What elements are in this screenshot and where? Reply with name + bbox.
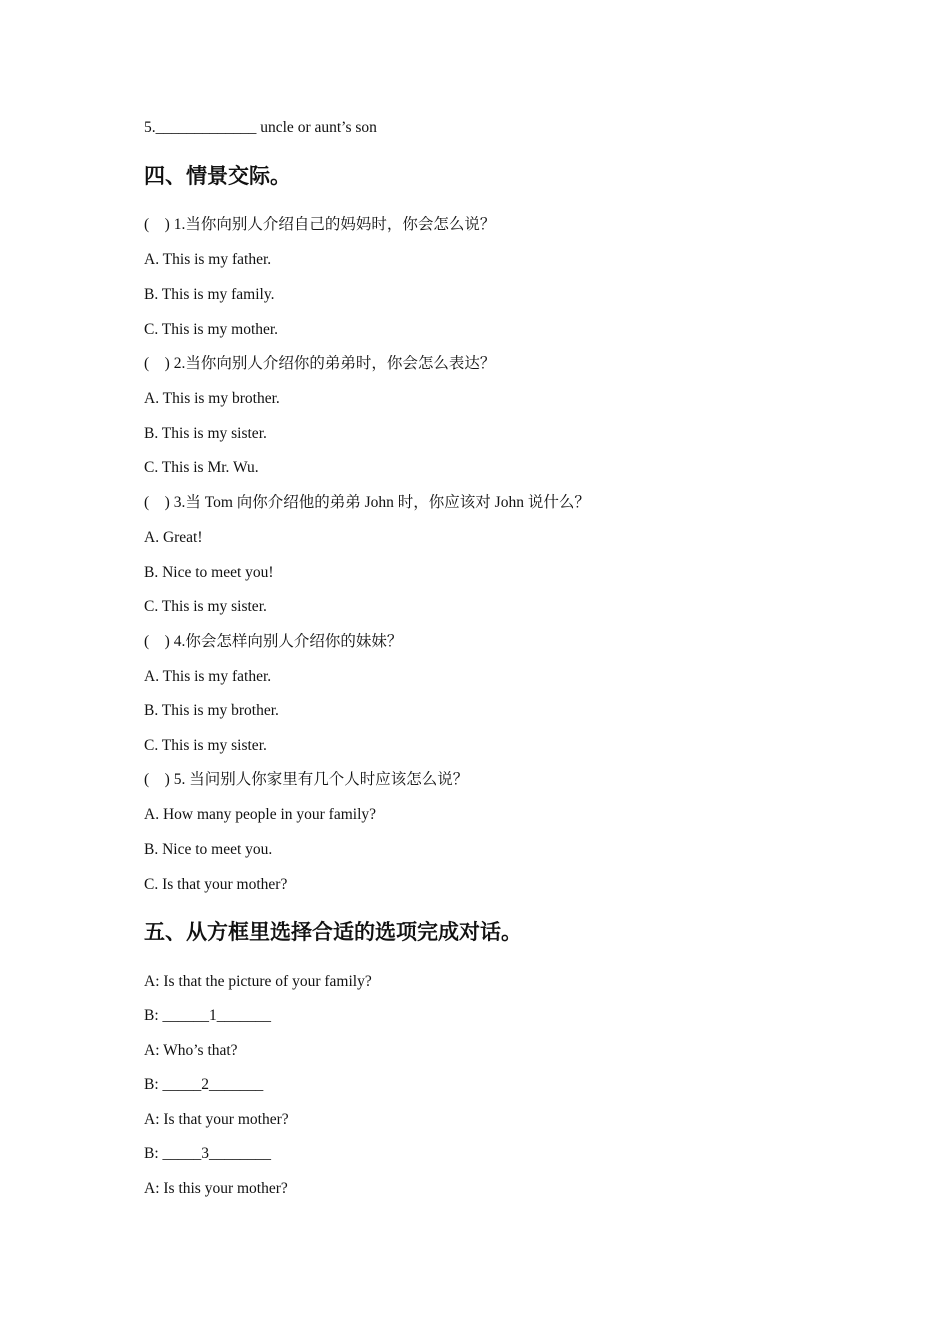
question-4-option-c: C. This is my sister. bbox=[144, 737, 267, 754]
dialogue-line: B: _____3________ bbox=[144, 1145, 272, 1162]
question-3-option-b: B. Nice to meet you! bbox=[144, 564, 274, 581]
dialogue-line: A: Who’s that? bbox=[144, 1042, 238, 1059]
question-2: ( ) 2.当你向别人介绍你的弟弟时，你会怎么表达？ bbox=[144, 355, 496, 372]
section-4-heading: 四、情景交际。 bbox=[144, 164, 291, 188]
question-2-option-c: C. This is Mr. Wu. bbox=[144, 459, 259, 476]
dialogue-line: B: ______1_______ bbox=[144, 1007, 272, 1024]
question-2-option-a: A. This is my brother. bbox=[144, 390, 280, 407]
question-1-option-a: A. This is my father. bbox=[144, 251, 272, 268]
dialogue-line: A: Is that your mother? bbox=[144, 1111, 289, 1128]
dialogue-line: B: _____2_______ bbox=[144, 1076, 264, 1093]
dialogue-line: A: Is that the picture of your family? bbox=[144, 973, 372, 990]
question-4: ( ) 4.你会怎样向别人介绍你的妹妹？ bbox=[144, 633, 403, 650]
question-5-option-c: C. Is that your mother? bbox=[144, 876, 288, 893]
question-2-option-b: B. This is my sister. bbox=[144, 425, 267, 442]
section-5-heading: 五、从方框里选择合适的选项完成对话。 bbox=[144, 920, 522, 944]
question-1: ( ) 1.当你向别人介绍自己的妈妈时，你会怎么说？ bbox=[144, 216, 496, 233]
question-5-option-b: B. Nice to meet you. bbox=[144, 841, 273, 858]
question-4-option-b: B. This is my brother. bbox=[144, 702, 279, 719]
question-1-option-b: B. This is my family. bbox=[144, 286, 275, 303]
question-3-option-c: C. This is my sister. bbox=[144, 598, 267, 615]
question-4-option-a: A. This is my father. bbox=[144, 668, 272, 685]
dialogue-line: A: Is this your mother? bbox=[144, 1180, 288, 1197]
question-1-option-c: C. This is my mother. bbox=[144, 321, 279, 338]
fill-item-5: 5._____________ uncle or aunt’s son bbox=[144, 119, 377, 136]
question-3: ( ) 3.当 Tom 向你介绍他的弟弟 John 时，你应该对 John 说什么？ bbox=[144, 494, 590, 511]
question-5-option-a: A. How many people in your family? bbox=[144, 806, 377, 823]
question-3-option-a: A. Great! bbox=[144, 529, 203, 546]
question-5: ( ) 5. 当问别人你家里有几个人时应该怎么说？ bbox=[144, 771, 469, 788]
